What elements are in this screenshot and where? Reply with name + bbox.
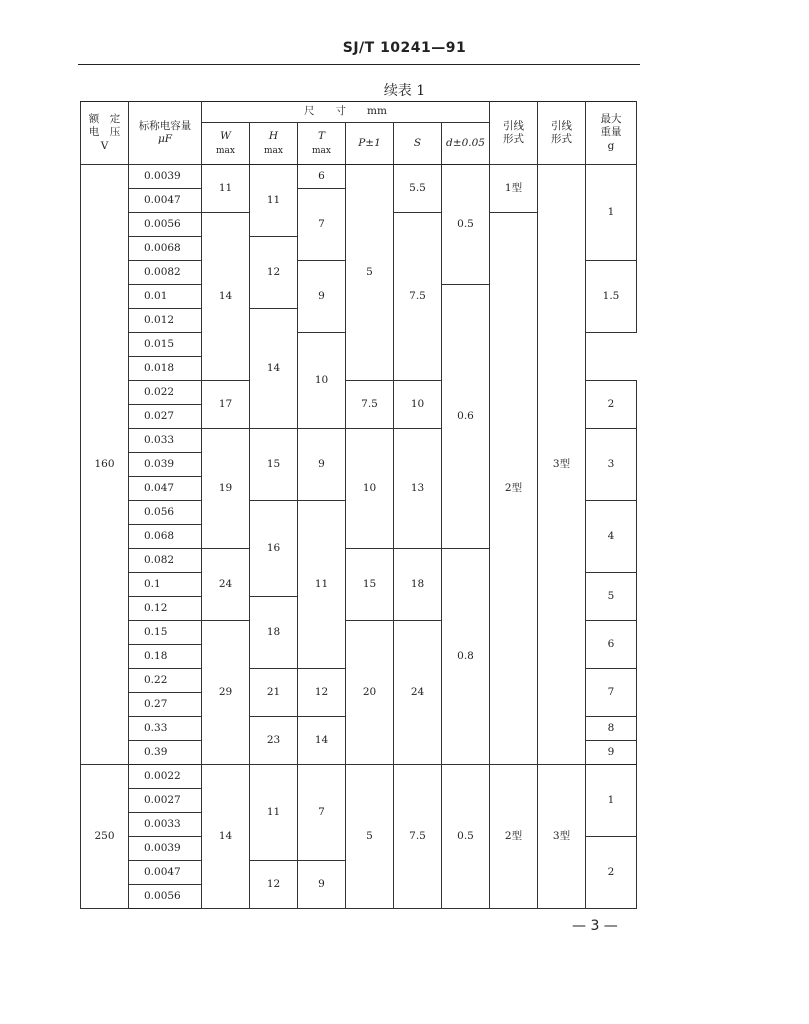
capacitor-spec-table (80, 101, 637, 909)
t-cell: 10 (298, 333, 346, 429)
weight-header: 最大 重量 g (586, 102, 637, 165)
t-cell: 7 (298, 189, 346, 261)
p-cell: 7.5 (346, 381, 394, 429)
w-cell: 19 (202, 429, 250, 549)
h-header: H max (250, 123, 298, 165)
s-cell: 7.5 (394, 213, 442, 381)
h-cell: 18 (250, 597, 298, 669)
w-cell: 17 (202, 381, 250, 429)
w-header: W max (202, 123, 250, 165)
h-cell: 14 (250, 309, 298, 429)
h-cell: 11 (250, 765, 298, 861)
t-cell: 12 (298, 669, 346, 717)
w-cell: 24 (202, 549, 250, 621)
capacitance-cell: 0.082 (129, 549, 202, 573)
w-cell: 14 (202, 765, 250, 909)
t-cell: 7 (298, 765, 346, 861)
s-cell: 18 (394, 549, 442, 621)
capacitance-cell: 0.39 (129, 741, 202, 765)
table-row (81, 765, 637, 789)
header-row-1 (81, 102, 637, 123)
lead-type-cell: 3型 (538, 165, 586, 765)
d-header: d±0.05 (442, 123, 490, 165)
d-cell: 0.5 (442, 765, 490, 909)
weight-cell: 7 (586, 669, 637, 717)
capacitance-cell: 0.0047 (129, 189, 202, 213)
h-cell: 12 (250, 237, 298, 309)
h-cell: 21 (250, 669, 298, 717)
weight-cell: 2 (586, 381, 637, 429)
p-cell: 20 (346, 621, 394, 765)
capacitance-cell: 0.027 (129, 405, 202, 429)
dimension-header: 尺 寸 mm (202, 102, 490, 123)
capacitance-cell: 0.056 (129, 501, 202, 525)
p-cell: 5 (346, 765, 394, 909)
capacitance-cell: 0.012 (129, 309, 202, 333)
t-header: T max (298, 123, 346, 165)
weight-cell: 3 (586, 429, 637, 501)
h-cell: 16 (250, 501, 298, 597)
document-code: SJ/T 10241—91 (342, 40, 467, 56)
t-cell: 9 (298, 429, 346, 501)
s-cell: 13 (394, 429, 442, 549)
capacitance-cell: 0.15 (129, 621, 202, 645)
weight-cell: 9 (586, 741, 637, 765)
d-cell: 0.6 (442, 285, 490, 549)
voltage-header: 额 定 电 压 V (81, 102, 129, 165)
header-rule (78, 64, 640, 65)
capacitance-cell: 0.22 (129, 669, 202, 693)
weight-cell: 5 (586, 573, 637, 621)
table-row (81, 165, 637, 189)
h-cell: 15 (250, 429, 298, 501)
capacitance-cell: 0.0082 (129, 261, 202, 285)
page-number: — 3 — (572, 918, 618, 934)
capacitance-cell: 0.0056 (129, 885, 202, 909)
lead-form-header: 引线 形式 (490, 102, 538, 165)
s-cell: 7.5 (394, 765, 442, 909)
d-cell: 0.8 (442, 549, 490, 765)
capacitance-cell: 0.0056 (129, 213, 202, 237)
capacitance-header: 标称电容量 μF (129, 102, 202, 165)
lead-type-header: 引线 形式 (538, 102, 586, 165)
capacitance-cell: 0.0022 (129, 765, 202, 789)
capacitance-cell: 0.1 (129, 573, 202, 597)
weight-cell: 1 (586, 765, 637, 837)
weight-cell: 6 (586, 621, 637, 669)
capacitance-cell: 0.0039 (129, 165, 202, 189)
t-cell: 14 (298, 717, 346, 765)
capacitance-cell: 0.33 (129, 717, 202, 741)
d-cell: 0.5 (442, 165, 490, 285)
weight-cell: 2 (586, 837, 637, 909)
lead-form-cell: 1型 (490, 165, 538, 213)
capacitance-cell: 0.27 (129, 693, 202, 717)
weight-cell: 1.5 (586, 261, 637, 333)
p-cell: 10 (346, 429, 394, 549)
capacitance-cell: 0.018 (129, 357, 202, 381)
weight-cell: 4 (586, 501, 637, 573)
table-caption: 续表 1 (383, 83, 426, 99)
t-cell: 9 (298, 261, 346, 333)
weight-cell: 8 (586, 717, 637, 741)
capacitance-cell: 0.18 (129, 645, 202, 669)
voltage-cell: 250 (81, 765, 129, 909)
h-cell: 23 (250, 717, 298, 765)
lead-form-cell: 2型 (490, 765, 538, 909)
capacitance-cell: 0.068 (129, 525, 202, 549)
lead-type-cell: 3型 (538, 765, 586, 909)
t-cell: 9 (298, 861, 346, 909)
capacitance-cell: 0.033 (129, 429, 202, 453)
capacitance-cell: 0.022 (129, 381, 202, 405)
t-cell: 11 (298, 501, 346, 669)
s-cell: 10 (394, 381, 442, 429)
capacitance-cell: 0.0033 (129, 813, 202, 837)
capacitance-cell: 0.0068 (129, 237, 202, 261)
w-cell: 11 (202, 165, 250, 213)
capacitance-cell: 0.0027 (129, 789, 202, 813)
p-cell: 5 (346, 165, 394, 381)
s-cell: 24 (394, 621, 442, 765)
h-cell: 11 (250, 165, 298, 237)
s-cell: 5.5 (394, 165, 442, 213)
lead-form-cell: 2型 (490, 213, 538, 765)
capacitance-cell: 0.0039 (129, 837, 202, 861)
capacitance-cell: 0.047 (129, 477, 202, 501)
voltage-cell: 160 (81, 165, 129, 765)
h-cell: 12 (250, 861, 298, 909)
p-header: P±1 (346, 123, 394, 165)
capacitance-cell: 0.01 (129, 285, 202, 309)
weight-cell: 1 (586, 165, 637, 261)
capacitance-cell: 0.015 (129, 333, 202, 357)
w-cell: 29 (202, 621, 250, 765)
capacitance-cell: 0.039 (129, 453, 202, 477)
s-header: S (394, 123, 442, 165)
capacitance-cell: 0.12 (129, 597, 202, 621)
w-cell: 14 (202, 213, 250, 381)
capacitance-cell: 0.0047 (129, 861, 202, 885)
t-cell: 6 (298, 165, 346, 189)
p-cell: 15 (346, 549, 394, 621)
